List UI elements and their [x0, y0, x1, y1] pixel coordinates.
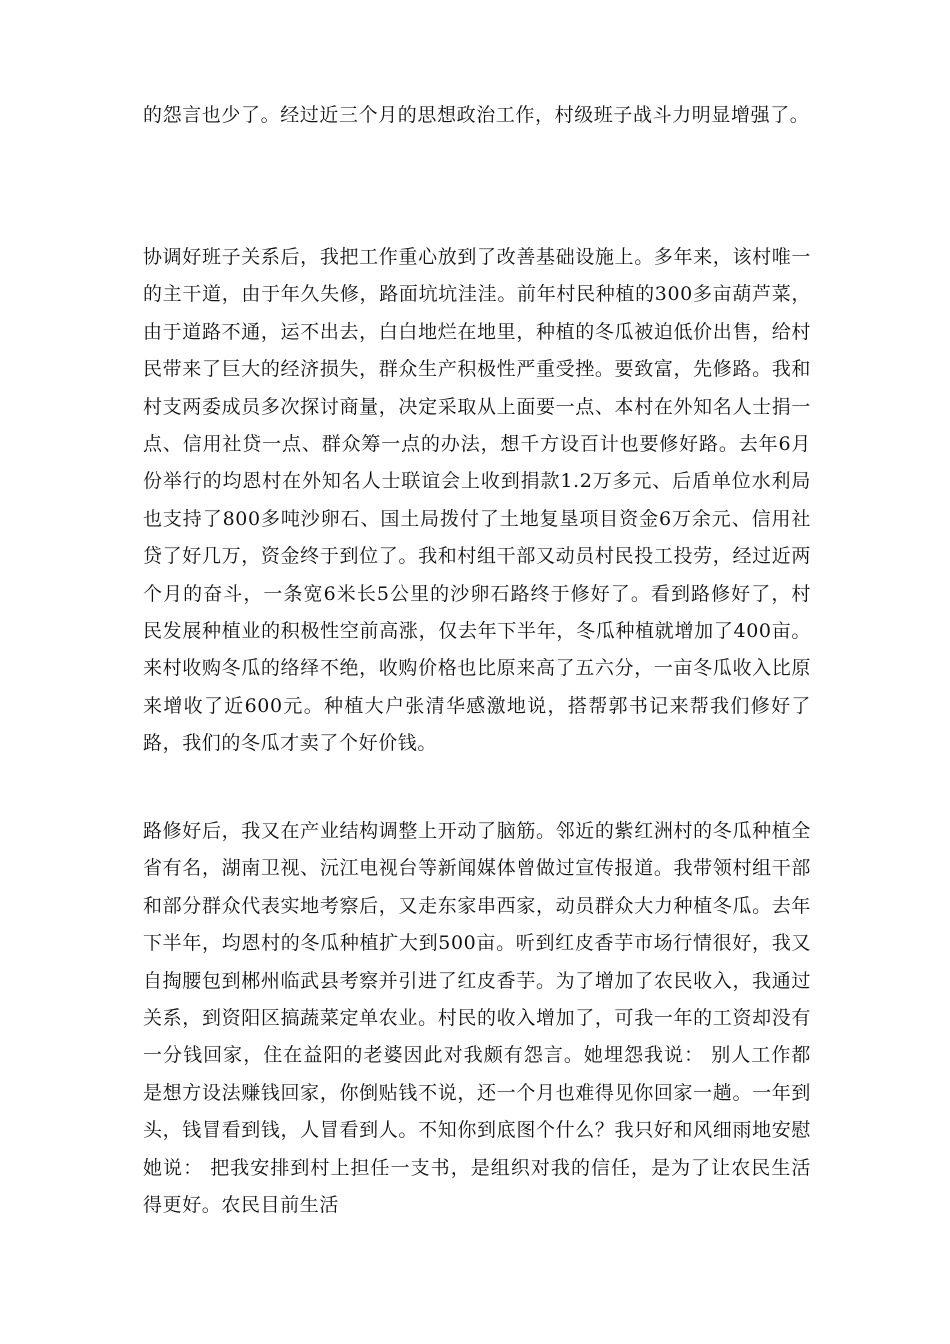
paragraph-1: 的怨言也少了。经过近三个月的思想政治工作，村级班子战斗力明显增强了。 — [143, 104, 810, 126]
paragraph-2: 协调好班子关系后，我把工作重心放到了改善基础设施上。多年来，该村唯一的主干道，由于年久失修，路面坑坑洼洼。前年村民种植的300多亩葫芦菜，由于道路不通，运不出去，白白地烂在地里，种植的冬瓜被迫低价出售，给村民带来了巨大的经济损失，群众生产积极性严重受挫。要致富，先修路。我和村支两委成员多次探讨商量，决定采取从上面要一点、本村在外知名人士捐一点、信用社贷一点、群众筹一点的办法，想千方设百计也要修好路。去年6月份举行的均恩村在外知名人士联谊会上收到捐款1.2万多元、后盾单位水利局也支持了800多吨沙卵石、国土局拨付了土地复垦项目资金6万余元、信用社贷了好几万，资金终于到位了。我和村组干部又动员村民投工投劳，经过近两个月的奋斗，一条宽6米长5公里的沙卵石路终于修好了。看到路修好了，村民发展种植业的积极性空前高涨，仅去年下半年，冬瓜种植就增加了400亩。来村收购冬瓜的络绎不绝，收购价格也比原来高了五六分，一亩冬瓜收入比原来增收了近600元。种植大户张清华感激地说，搭帮郭书记来帮我们修好了路，我们的冬瓜才卖了个好价钱。 — [143, 246, 811, 755]
paragraph-3: 路修好后，我又在产业结构调整上开动了脑筋。邻近的紫红洲村的冬瓜种植全省有名，湖南卫视、沅江电视台等新闻媒体曾做过宣传报道。我带领村组干部和部分群众代表实地考察后，又走东家串西家，动员群众大力种植冬瓜。去年下半年，均恩村的冬瓜种植扩大到500亩。听到红皮香芋市场行情很好，我又自掏腰包到郴州临武县考察并引进了红皮香芋。为了增加了农民收入，我通过关系，到资阳区搞蔬菜定单农业。村民的收入增加了，可我一年的工资却没有一分钱回家，住在益阳的老婆因此对我颇有怨言。她埋怨我说： 别人工作都是想方设法赚钱回家，你倒贴钱不说，还一个月也难得见你回家一趟。一年到头，钱冒看到钱，人冒看到人。不知你到底图个什么？我只好和风细雨地安慰她说： 把我安排到村上担任一支书，是组织对我的信任，是为了让农民生活得更好。农民目前生活 — [143, 820, 811, 1217]
